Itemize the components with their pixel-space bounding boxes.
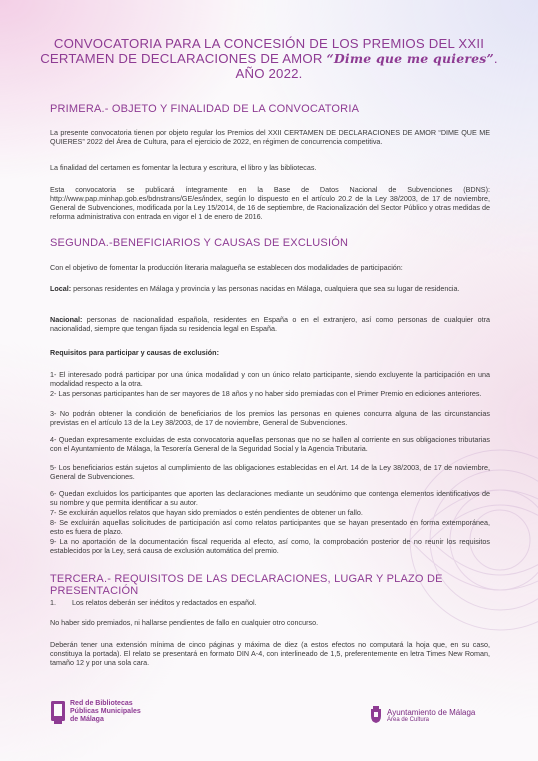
list-item: 6- Quedan excluidos los participantes que aporten las declaraciones mediante un seudónimo que contenga elementos identificativos de su nombre y que permita identificar a su autor. bbox=[50, 489, 490, 508]
paragraph-finalidad: La finalidad del certamen es fomentar la lectura y escritura, el libro y las bibliotecas. bbox=[50, 163, 317, 172]
title-line-1: CONVOCATORIA PARA LA CONCESIÓN DE LOS PREMIOS DEL XXII bbox=[53, 36, 485, 51]
ayuntamiento-area: Área de Cultura bbox=[387, 716, 430, 723]
red-bibliotecas-line-3: de Málaga bbox=[70, 716, 104, 724]
red-bibliotecas-line-1: Red de Bibliotecas bbox=[70, 700, 133, 707]
paragraph-local bbox=[50, 284, 490, 293]
coat-of-arms-icon bbox=[370, 706, 382, 724]
text-nacional: personas de nacionalidad española, residentes en España o en el extranjero, así como personas de cualquier otra nacionalidad, siempre que tengan fijada su residencia legal en España. bbox=[50, 315, 490, 334]
numbered-item-1-num: 1. bbox=[50, 598, 56, 607]
requisitos-heading-text: Requisitos para participar y causas de exclusión: bbox=[50, 348, 219, 357]
label-nacional: Nacional: bbox=[50, 315, 83, 324]
list-item: 9- La no aportación de la documentación fiscal requerida al efecto, así como, la comprobación posterior de no reunir los requisitos establecidos por la Ley, será causa de exclusión automática del premio. bbox=[50, 537, 490, 556]
list-item: 2- Las personas participantes han de ser mayores de 18 años y no haber sido premiadas con el Primer Premio en ediciones anteriores. bbox=[50, 389, 482, 398]
ayuntamiento-logo bbox=[370, 706, 475, 724]
paragraph-modalidades: Con el objetivo de fomentar la producción literaria malagueña se establecen dos modalidades de participación: bbox=[50, 263, 403, 272]
list-item: 1- El interesado podrá participar por una única modalidad y con un único relato participante, siendo excluyente la participación en una modalidad respecto a la otra. bbox=[50, 370, 490, 389]
paragraph-objeto: La presente convocatoria tienen por objeto regular los Premios del XXII CERTAMEN DE DECLARACIONES DE AMOR “DIME QUE ME QUIERES” 2022 del Área de Cultura, para el ejercicio de 2022, en régimen de concurrencia competitiva. bbox=[50, 128, 490, 147]
section-heading-primera: PRIMERA.- OBJETO Y FINALIDAD DE LA CONVOCATORIA bbox=[50, 103, 360, 115]
numbered-item-1 bbox=[50, 598, 490, 607]
paragraph-extension: Deberán tener una extensión mínima de cinco páginas y máxima de diez (a estos efectos no computará la hoja que, en su caso, constituya la portada). El relato se presentará en formato DIN A-4, con interlineado de 1,5, preferentemente en letra Times New Roman, tamaño 12 y por una sola cara. bbox=[50, 640, 490, 668]
list-item: 8- Se excluirán aquellas solicitudes de participación así como relatos participantes que se hayan presentado en forma extemporánea, esto es fuera de plazo. bbox=[50, 518, 490, 537]
text-local: personas residentes en Málaga y provincia y las personas nacidas en Málaga, cualquiera que sea su lugar de residencia. bbox=[71, 284, 460, 293]
document-title bbox=[30, 36, 508, 81]
red-bibliotecas-logo bbox=[50, 700, 141, 728]
label-local: Local: bbox=[50, 284, 72, 293]
numbered-item-1-text: Los relatos deberán ser inéditos y redactados en español. bbox=[72, 598, 257, 607]
ayuntamiento-name: Ayuntamiento de Málaga bbox=[387, 707, 476, 717]
section-heading-tercera: TERCERA.- REQUISITOS DE LAS DECLARACIONES, LUGAR Y PLAZO DE PRESENTACIÓN bbox=[50, 573, 443, 597]
list-item: 7- Se excluirán aquellos relatos que hayan sido premiados o estén pendientes de obtener un fallo. bbox=[50, 508, 363, 517]
title-line-2-start: CERTAMEN DE DECLARACIONES DE AMOR bbox=[40, 51, 323, 66]
title-script: “Dime que me quieres” bbox=[326, 51, 494, 66]
paragraph-publicacion: Esta convocatoria se publicará íntegramente en la Base de Datos Nacional de Subvenciones (BDNS): http://www.pap.minhap.gob.es/bdnstrans/GE/es/index, según lo dispuesto en el artículo 20.2 de la Ley 38/2003, de 17 de noviembre, General de Subvenciones, modificada por la Ley 15/2014, de 16 de septiembre, de Racionalización del Sector Público y otras medidas de reforma administrativa con entrada en vigor el 1 de enero de 2016. bbox=[50, 185, 490, 222]
section-heading-segunda: SEGUNDA.-BENEFICIARIOS Y CAUSAS DE EXCLUSIÓN bbox=[50, 237, 349, 249]
list-item: 4- Quedan expresamente excluidas de esta convocatoria aquellas personas que no se hallen al corriente en sus obligaciones tributarias con el Ayuntamiento de Málaga, la Tesorería General de la Seguridad Social y la Agencia Tributaria. bbox=[50, 435, 490, 454]
paragraph-nacional bbox=[50, 315, 490, 333]
red-bibliotecas-line-2: Públicas Municipales bbox=[70, 708, 141, 716]
title-line-2 bbox=[30, 51, 508, 81]
list-item: 3- No podrán obtener la condición de beneficiarios de los premios las personas en quienes concurra alguna de las circunstancias previstas en el artículo 13 de la Ley 38/2003, de 17 de noviembre, General de Subvenciones. bbox=[50, 409, 490, 428]
title-line-2-end: . AÑO 2022. bbox=[235, 51, 498, 81]
list-item: 5- Los beneficiarios están sujetos al cumplimiento de las obligaciones establecidas en el Art. 14 de la Ley 38/2003, de 17 de noviembre, General de Subvenciones. bbox=[50, 463, 490, 482]
requisitos-heading bbox=[50, 348, 490, 357]
book-icon bbox=[50, 700, 66, 728]
paragraph-no-premiados: No haber sido premiados, ni hallarse pendientes de fallo en cualquier otro concurso. bbox=[50, 618, 319, 627]
